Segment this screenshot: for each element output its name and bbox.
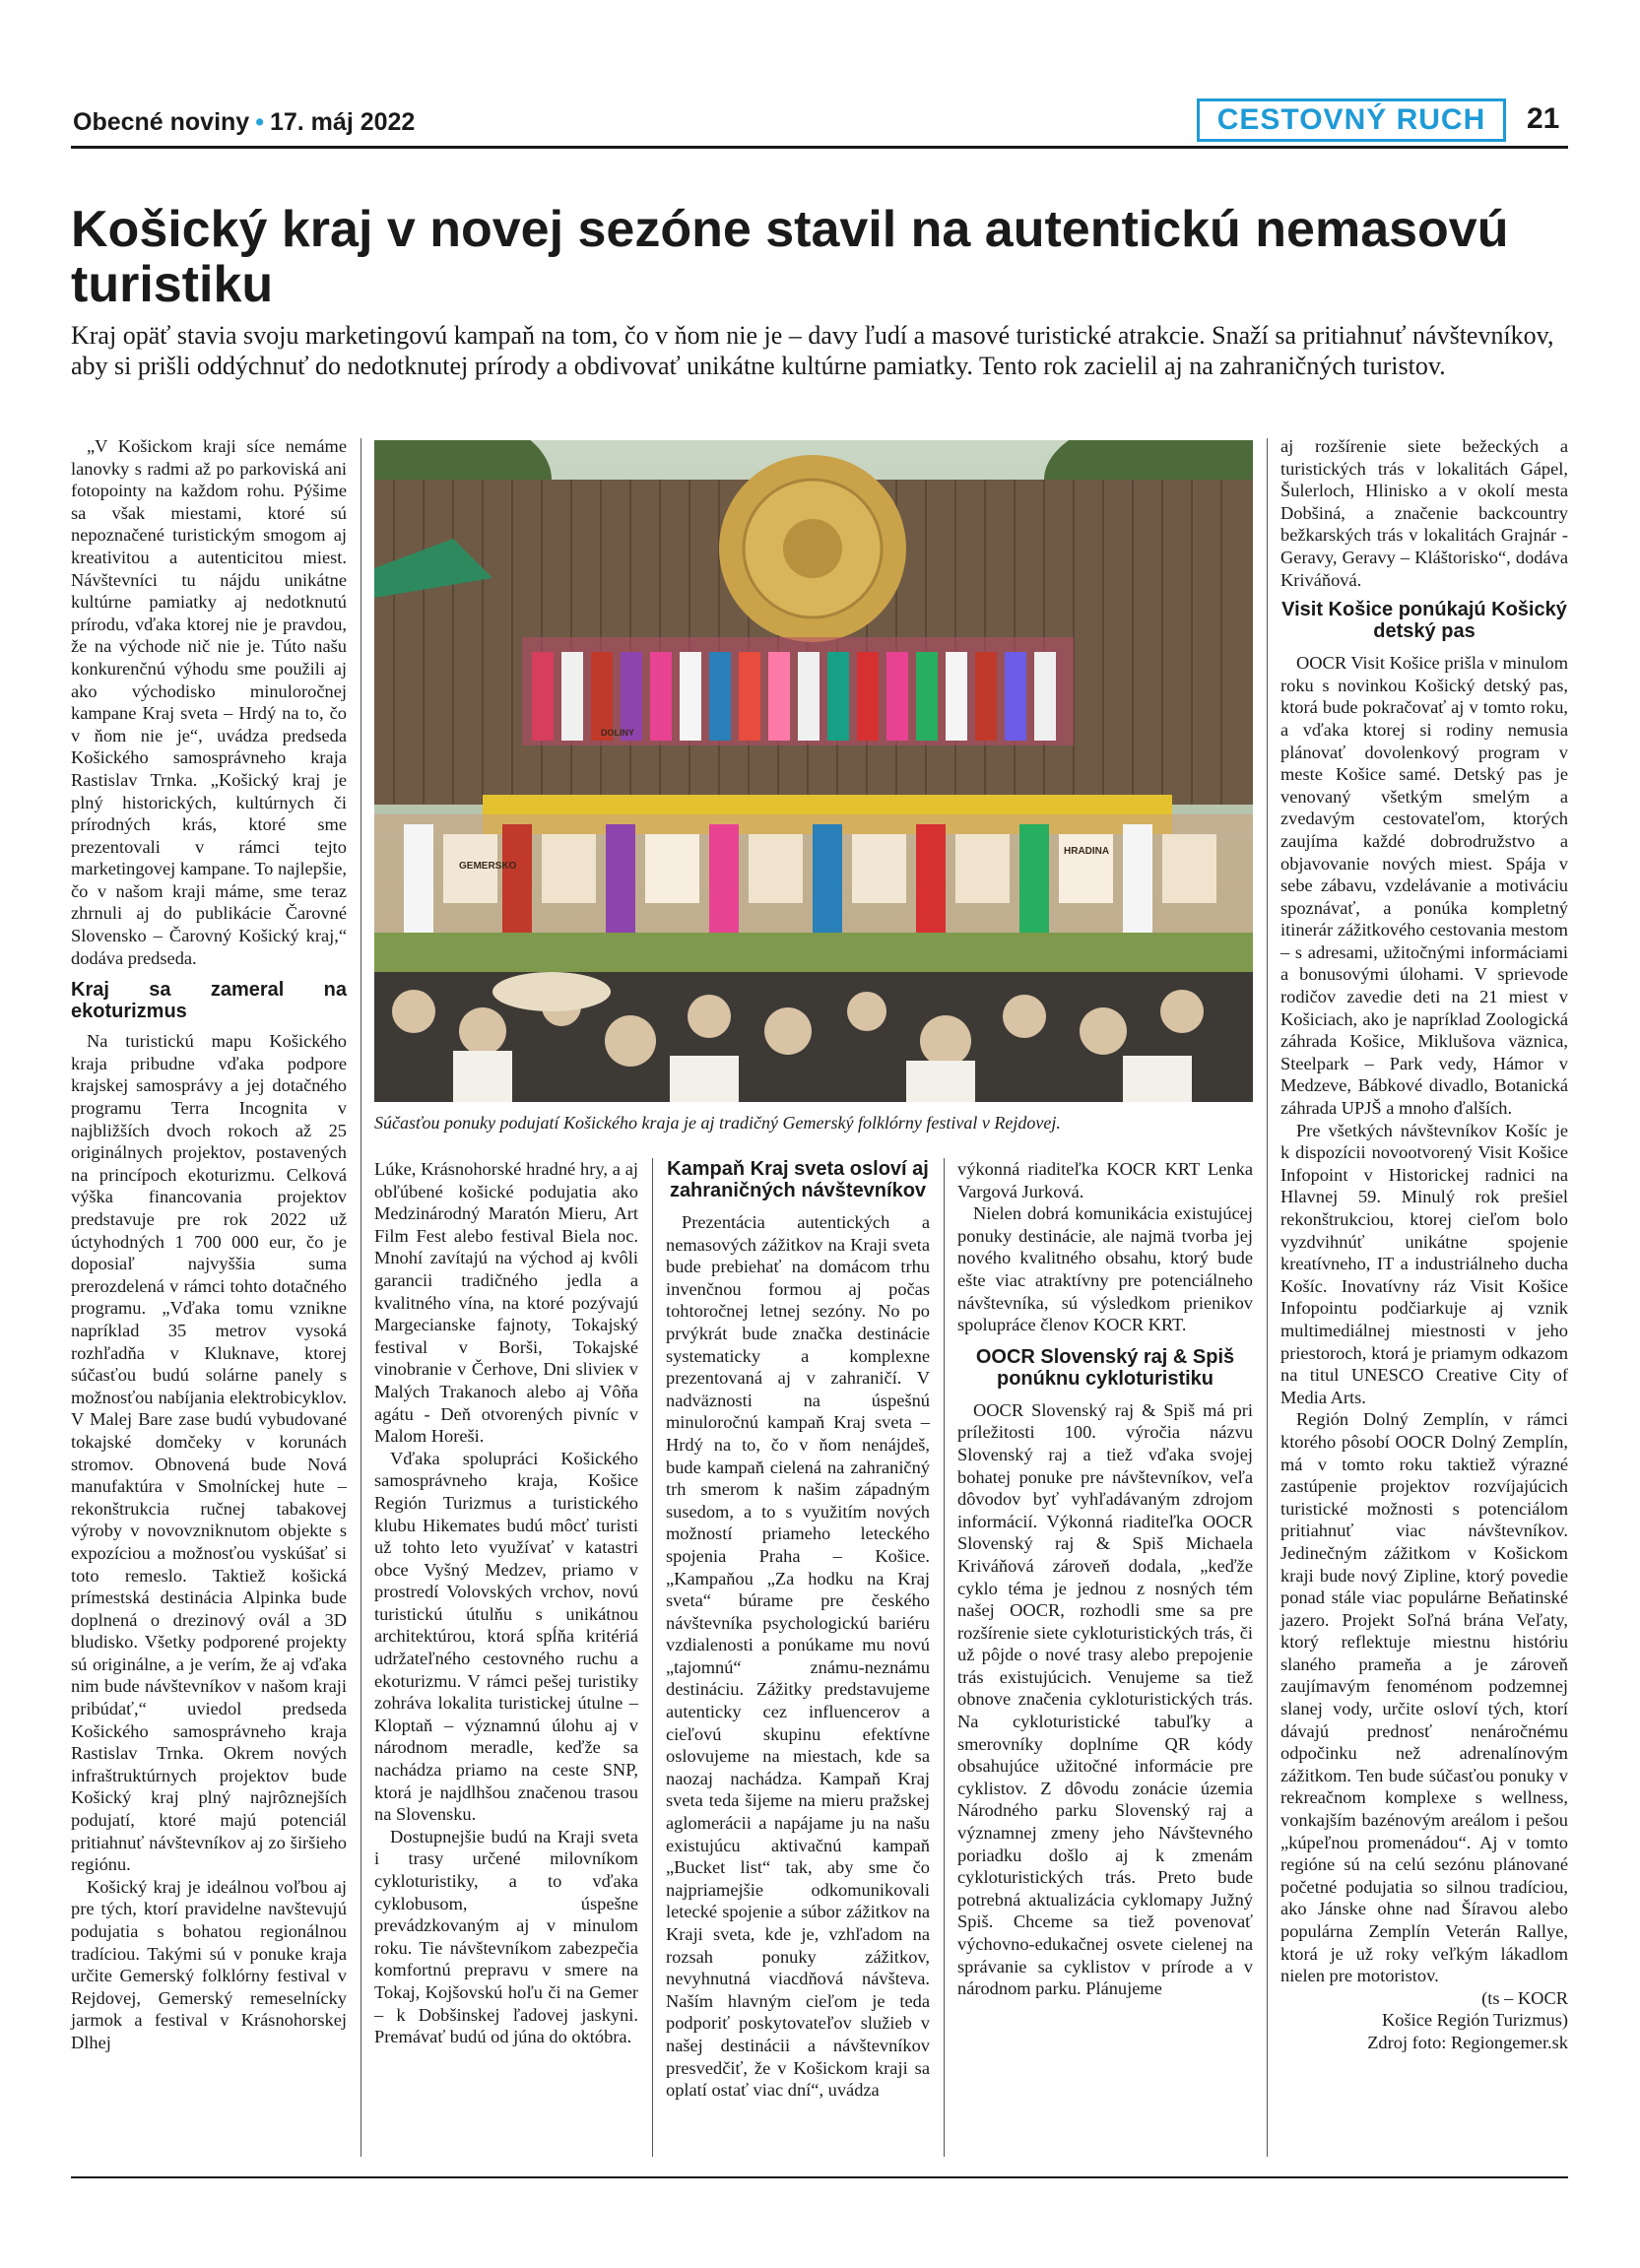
photo-credit: Zdroj foto: Regiongemer.sk (1367, 2032, 1568, 2052)
header-rule (71, 146, 1568, 149)
section-label: CESTOVNÝ RUCH (1197, 98, 1506, 142)
paragraph: Región Dolný Zemplín, v rámci ktorého pôsobí OOCR Dolný Zemplín, má v tomto roku taktiež výrazné zastúpenie projektov rozvíjajúcich turistické možnosti s potenciálom pritiahnuť viac návštevníkov. Jedinečným zážitkom v Košickom kraji bude nový Zipline, ktorý povedie ponad stále viac populárne Beňatinské jazero. Projekt Soľná brána Veľaty, ktorý reflektuje miestnu históriu slaného prameňa a je zároveň zaujímavým fenoménom podzemnej slanej vody, určite osloví tých, ktorí dávajú prednosť nenáročnému odpočinku než adrenalínovým zážitkom. Ten bude súčasťou ponuky v rekreačnom komplexe s wellness, vonkajším bazénovým areálom i pešou „kúpeľnou promenádou“. Aj v tomto regióne sú na celú sezónu plánované početné podujatia so silnou tradíciou, ako Jánske ohne nad Šíravou alebo populárna Zemplín Veterán Rallye, ktorá je už roky veľkým lákadlom nielen pre motoristov. (1280, 1409, 1568, 1986)
subheading: Kampaň Kraj sveta osloví aj zahraničných návštevníkov (667, 1158, 929, 1201)
separator-dot: • (255, 108, 264, 136)
column-5 (1280, 435, 1568, 2054)
subheading: Visit Košice ponúkajú Košický detský pas (1281, 599, 1567, 643)
column-divider (944, 1158, 945, 2157)
issue-date: 17. máj 2022 (269, 108, 416, 136)
author-organization: Košice Región Turizmus) (1381, 2010, 1568, 2031)
paragraph: Lúke, Krásnohorské hradné hry, a aj obľúbené košické podujatia ako Medzinárodný Maratón Mieru, Art Film Fest alebo festival Biela noc. Mnohí zavítajú na východ aj kvôli garancii tradičného jedla a kvalitného vína, na ktoré pozývajú Margecianske fajnoty, Tokajský festival v Borši, Tokajské vinobranie v Čerhove, Dni slivieк v Malých Trakanoch alebo aj Vôňa agátu - Deň otvorených pivníc v Malom Horeši. (374, 1159, 638, 1447)
page-number: 21 (1527, 102, 1560, 135)
sign-hradina: HRADINA (1064, 846, 1110, 857)
subheading: Kraj sa zameral na ekoturizmus (71, 979, 347, 1023)
column-4 (957, 1158, 1253, 2000)
author-signature: (ts – KOCR (1481, 1987, 1568, 2008)
photo-caption: Súčasťou ponuky podujatí Košického kraja je aj tradičný Gemerský folklórny festival v Rejdovej. (374, 1113, 1061, 1133)
paragraph: aj rozšírenie siete bežeckých a turistických trás v lokalitách Gápel, Šulerloch, Hlinisko a v okolí mesta Dobšiná, a značenie backcountry bežkarských trás v lokalitách Grajnár - Geravy, Geravy – Kláštorisko“, dodáva Kriváňová. (1280, 436, 1568, 590)
paragraph: „V Košickom kraji síce nemáme lanovky s radmi až po parkoviská ani fotopointy na každom rohu. Pýšime sa však miestami, ktoré sú nepoznačené turistickým smogom aj kreativitou a autenticitou miest. Návštevníci tu nájdu unikátne kultúrne pamiatky aj nedotknutú prírodu, vďaka ktorej nie je pravdou, že na východe nič nie je. Túto našu konkurenčnú výhodu sme použili aj ako východisko minuloročnej kampane Kraj sveta – Hrdý na to, čo v ňom nie je“, uvádza predseda Košického samosprávneho kraja Rastislav Trnka. „Košický kraj je plný historických, kultúrnych či prírodných krás, ktoré sme prezentovali v rámci tejto marketingovej kampane. To najlepšie, čo v našom kraji máme, sme teraz zhrnuli aj do publikácie Čarovné Slovensko – Čarovný Košický kraj,“ dodáva predseda. (71, 436, 347, 968)
column-3 (666, 1158, 930, 2102)
paragraph: OOCR Visit Košice prišla v minulom roku s novinkou Košický detský pas, ktorá bude pokračovať aj v tomto roku, a vďaka ktorej si rodiny nemusia plánovať dovolenkový program v meste Košice samé. Detský pas je venovaný všetkým smelým a zvedavým cestovateľom, ktorých zaujíma každé dobrodružstvo a objavovanie nových miest. Spája v sebe zábavu, vzdelávanie a motiváciu spoznávať, a ponúka kompletný itinerár zážitkového cestovania mestom – s adresami, užitočnými informáciami a bonusovými úlohami. V sprievode rodičov zavedie deti na 21 miest v Košiciach, ako je napríklad Zoologická záhrada Košice, Miklušova väznica, Steelpark – Park vedy, Hámor v Medzeve, Bábkové divadlo, Botanická záhrada UPJŠ a mnoho ďalších. (1280, 653, 1568, 1119)
article-lead: Kraj opäť stavia svoju marketingovú kampaň na tom, čo v ňom nie je – davy ľudí a masové turistické atrakcie. Snaží sa pritiahnuť návštevníkov, aby si prišli oddýchnuť do nedotknutej prírody a obdivovať unikátne kultúrne pamiatky. Tento rok zacielil aj na zahraničných turistov. (71, 321, 1554, 380)
festival-photo-illustration (374, 440, 1253, 1102)
paragraph: výkonná riaditeľka KOCR KRT Lenka Vargová Jurková. (957, 1159, 1253, 1201)
paragraph: Pre všetkých návštevníkov Košíc je k dispozícii novootvorený Visit Košice Infopoint v Historickej radnici na Hlavnej 59. Minulý rok prešiel rekonštrukciou, ktorej cieľom bolo vyzdvihnúť unikátne spojenie kreatívneho, IT a industriálneho ducha Košíc. Inovatívny ráz Visit Košice Infopointu podčiarkuje aj vznik multimediálnej miestnosti v jeho priestoroch, ktorá je priamym odkazom na titul UNESCO Creative City of Media Arts. (1280, 1120, 1568, 1407)
publication-name: Obecné noviny (73, 108, 250, 136)
column-divider (652, 1158, 653, 2157)
paragraph: Prezentácia autentických a nemasových zážitkov na Kraji sveta bude prebiehať na domácom trhu invenčnou formou aj počas tohtoročnej letnej sezóny. No po prvýkrát bude značka destinácie systematicky a komplexne prezentovaná aj v zahraničí. V nadväznosti na úspešnú minuloročnú kampaň Kraj sveta – Hrdý na to, čo v ňom nenájdeš, bude kampaň cielená na zahraničný trh smerom k našim západným susedom, a to s využitím nových možností priameho leteckého spojenia Praha – Košice. „Kampaňou „Za hodku na Kraj sveta“ búrame pre českého návštevníka psychologickú bariéru vzdialenosti a ponúkame mu novú „tajomnú“ známu-neznámu destináciu. Zážitky predstavujeme autenticky cez influencerov a cieľovú skupinu efektívne oslovujeme na miestach, kde sa naozaj nachádza. Kampaň Kraj sveta teda šijeme na mieru pražskej aglomerácii a napájame ju na našu existujúcu aktivačnú kampaň „Bucket list“ tak, aby sme čo najpriamejšie odkomunikovali letecké spojenie a súbor zážitkov na Kraji sveta, kde je, vzhľadom na rozsah ponuky zážitkov, nevyhnutná viacdňová návšteva. Naším hlavným cieľom je teda podporiť poskytovateľov služieb v našej destinácii a návštevníkov presvedčiť, že v Košickom kraji sa oplatí ostať viac dní“, uvádza (666, 1212, 930, 2101)
paragraph: Nielen dobrá komunikácia existujúcej ponuky destinácie, ale najmä tvorba jej nového kvalitného obsahu, ktorý bude ešte viac atraktívny pre potenciálneho návštevníka, sú výsledkom prienikov spolupráce členov KOCR KRT. (957, 1203, 1253, 1335)
paragraph: Na turistickú mapu Košického kraja pribudne vďaka podpore krajskej samosprávy a jej dotačného programu Terra Incognita v najbližších dvoch rokoch až 25 originálnych projektov, postavených na princípoch ekoturizmu. Celková výška financovania projektov predstavuje pre rok 2022 už úctyhodných 1 700 000 eur, čo je doposiaľ najvyššia suma prerozdelená v rámci tohto dotačného programu. „Vďaka tomu vznikne napríklad 35 metrov vysoká rozhľadňa v Kluknave, ktorej súčasťou budú solárne panely s možnosťou nabíjania elektrobicyklov. V Malej Bare zase budú vybudované tokajské domčeky v korunách stromov. Obnovená bude Nová manufaktúra v Smolníckej hute – rekonštrukcia ručnej tabakovej výroby v novovzniknutom objekte s expozíciou a možnosťou vyskúšať si toto remeslo. Taktiež košická prímestská destinácia Alpinka bude doplnená o drezinový ovál a 3D bludisko. Všetky podporené projekty sú originálne, a je verím, že aj vďaka nim bude návštevníkov v našom kraji pribúdať,“ uviedol predseda Košického samosprávneho kraja Rastislav Trnka. Okrem nových infraštruktúrnych projektov bude Košický kraj plný najrôznejších podujatí, ktoré majú potenciál pritiahnuť návštevníkov aj zo širšieho regiónu. (71, 1031, 347, 1875)
paragraph: Košický kraj je ideálnou voľbou aj pre tých, ktorí pravidelne navštevujú podujatia s bohatou regionálnou tradíciou. Takými sú v ponuke kraja určite Gemerský folklórny festival v Rejdovej, Gemerský remeselnícky jarmok a festival v Krásnohorskej Dlhej (71, 1876, 347, 2052)
article-headline: Košický kraj v novej sezóne stavil na autentickú nemasovú turistiku (71, 201, 1509, 313)
column-divider (1267, 438, 1268, 2157)
festival-photo (374, 440, 1253, 1102)
column-1 (71, 435, 347, 2054)
paragraph: OOCR Slovenský raj & Spiš má pri príležitosti 100. výročia názvu Slovenský raj a tiež vďaka svojej bohatej ponuke pre návštevníkov, veľa dôvodov byť vyhľadávaným zdrojom informácií. Výkonná riaditeľka OOCR Slovenský raj & Spiš Michaela Kriváňová zároveň dodala, „keďže cyklo téma je jednou z nosných tém našej OOCR, rozhodli sme sa pre rozšírenie siete cykloturistických trás, či už pôjde o nové trasy alebo prepojenie trás existujúcich. Venujeme sa tiež obnove značenia cykloturistických trás. Na cykloturistické tabuľky a smerovníky doplníme QR kódy obsahujúce užitočné informácie pre cyklistov. Z dôvodu zonácie územia Národného parku Slovenský raj a významnej zmeny jeho Návštevného poriadku došlo aj k zmenám cykloturistických trás. Preto bude potrebná aktualizácia cyklomapy Južný Spiš. Chceme sa tiež povenovať výchovno-edukačnej osvete cielenej na správanie sa cyklistov v prírode a v národnom parku. Plánujeme (957, 1399, 1253, 1999)
paragraph: Dostupnejšie budú na Kraji sveta i trasy určené milovníkom cykloturistiky, a to vďaka cyklobusom, úspešne prevádzkovaným aj v minulom roku. Tie návštevníkom zabezpečia komfortnú prepravu v smere na Tokaj, Kojšovskú hoľu či na Gemer – k Dobšinskej ľadovej jaskyni. Premávať budú od júna do októbra. (374, 1826, 638, 2047)
subheading: OOCR Slovenský raj & Spiš ponúknu cykloturistiku (975, 1345, 1235, 1390)
sign-doliny: DOLINY (601, 728, 635, 738)
column-2 (374, 1158, 638, 2048)
masthead (73, 108, 415, 137)
sign-gemersko: GEMERSKO (459, 861, 517, 872)
footer-rule (71, 2176, 1568, 2178)
paragraph: Vďaka spolupráci Košického samosprávneho kraja, Košice Región Turizmus a turistického klubu Hikemates budú môcť turisti už tohto leto využívať v katastri obce Vyšný Medzev, priamo v prostredí Volovských vrchov, novú turistickú útulňu s unikátnou architektúrou, ktorá spĺňa kritériá udržateľného cestovného ruchu a ekoturizmu. V rámci pešej turistiky zohráva lokalita turistickej útulne – Kloptaň – významnú úlohu aj v národnom meradle, keďže sa nachádza priamo na ceste SNP, ktorá je najdlhšou značenou trasou na Slovensku. (374, 1448, 638, 1825)
